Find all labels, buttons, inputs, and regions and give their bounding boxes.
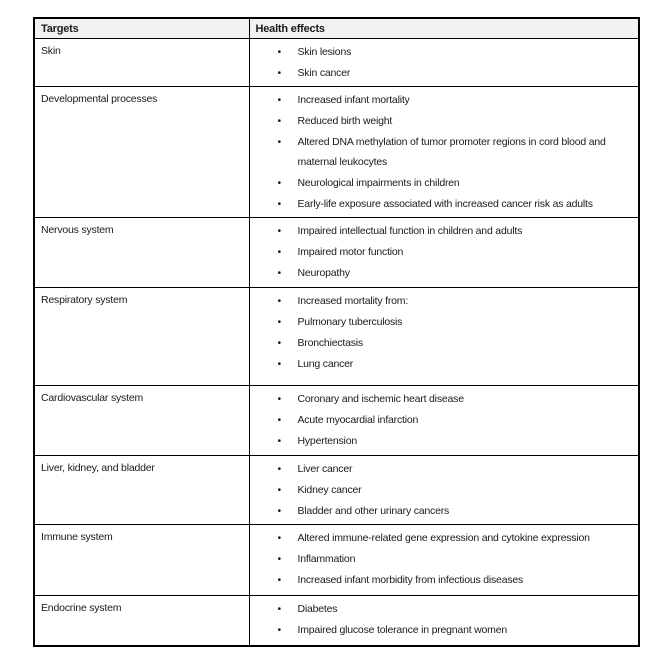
health-effects-list — [250, 221, 635, 283]
bullet-icon: • — [277, 624, 281, 636]
effects-cell — [249, 525, 639, 596]
bullet-icon: • — [277, 553, 281, 565]
health-effect-item — [250, 389, 635, 409]
health-effect-item — [250, 354, 635, 374]
effects-cell — [249, 596, 639, 646]
target-cell — [34, 39, 249, 87]
health-effect-item — [250, 42, 635, 62]
health-effect-text: Liver cancer — [297, 463, 353, 475]
health-effect-text: Bladder and other urinary cancers — [297, 505, 450, 517]
health-effect-text: Altered DNA methylation of tumor promoter regions in cord blood and maternal leukocytes — [297, 136, 606, 168]
target-cell — [34, 218, 249, 288]
health-effect-text: Neurological impairments in children — [297, 177, 460, 189]
health-effect-item — [250, 431, 635, 451]
bullet-icon: • — [277, 46, 281, 58]
bullet-icon: • — [277, 505, 281, 517]
health-effect-text: Skin cancer — [297, 67, 351, 79]
bullet-icon: • — [277, 115, 281, 127]
column-header-health-effects: Health effects — [249, 18, 639, 39]
table-body — [34, 39, 639, 646]
target-cell — [34, 525, 249, 596]
table-row — [34, 456, 639, 525]
health-effect-text: Bronchiectasis — [297, 337, 363, 349]
effects-cell — [249, 218, 639, 288]
health-effect-text: Coronary and ischemic heart disease — [297, 393, 464, 405]
health-effect-item — [250, 480, 635, 500]
health-effect-item — [250, 410, 635, 430]
bullet-icon: • — [277, 136, 281, 148]
target-cell — [34, 596, 249, 646]
health-effect-item — [250, 132, 635, 172]
health-effect-item — [250, 459, 635, 479]
health-effect-text: Acute myocardial infarction — [297, 414, 419, 426]
table-row — [34, 386, 639, 456]
health-effect-item — [250, 528, 635, 548]
table-row — [34, 39, 639, 87]
target-cell — [34, 456, 249, 525]
bullet-icon: • — [277, 177, 281, 189]
health-effect-text: Skin lesions — [297, 46, 352, 58]
table-row — [34, 525, 639, 596]
bullet-icon: • — [277, 246, 281, 258]
target-cell — [34, 87, 249, 218]
effects-cell — [249, 87, 639, 218]
health-effects-list — [250, 528, 635, 590]
health-effects-list — [250, 42, 635, 83]
health-effects-list — [250, 291, 635, 374]
bullet-icon: • — [277, 463, 281, 475]
column-header-targets: Targets — [34, 18, 249, 39]
health-effect-text: Early-life exposure associated with increased cancer risk as adults — [297, 198, 593, 210]
health-effect-text: Impaired motor function — [297, 246, 404, 258]
table-header-row — [34, 18, 639, 39]
health-effect-item — [250, 194, 635, 214]
health-effect-item — [250, 221, 635, 241]
health-effect-text: Pulmonary tuberculosis — [297, 316, 403, 328]
health-effect-text: Lung cancer — [297, 358, 354, 370]
target-label: Developmental processes — [41, 93, 158, 105]
bullet-icon: • — [277, 225, 281, 237]
health-effect-text: Reduced birth weight — [297, 115, 393, 127]
health-effects-list — [250, 389, 635, 451]
table-row — [34, 218, 639, 288]
target-cell — [34, 386, 249, 456]
effects-cell — [249, 456, 639, 525]
bullet-icon: • — [277, 358, 281, 370]
health-effect-text: Diabetes — [297, 603, 338, 615]
target-cell — [34, 288, 249, 386]
health-effect-text: Altered immune-related gene expression and cytokine expression — [297, 532, 590, 544]
bullet-icon: • — [277, 574, 281, 586]
health-effect-text: Inflammation — [297, 553, 356, 565]
health-effects-list — [250, 459, 635, 521]
health-effect-item — [250, 263, 635, 283]
bullet-icon: • — [277, 532, 281, 544]
health-effect-item — [250, 242, 635, 262]
target-label: Endocrine system — [41, 602, 122, 614]
effects-cell — [249, 386, 639, 456]
effects-cell — [249, 288, 639, 386]
health-effect-item — [250, 549, 635, 569]
health-effect-text: Impaired glucose tolerance in pregnant women — [297, 624, 507, 636]
health-effect-item — [250, 570, 635, 590]
bullet-icon: • — [277, 393, 281, 405]
bullet-icon: • — [277, 198, 281, 210]
effects-cell — [249, 39, 639, 87]
bullet-icon: • — [277, 435, 281, 447]
health-effect-item — [250, 173, 635, 193]
bullet-icon: • — [277, 484, 281, 496]
health-effects-table — [33, 17, 640, 647]
health-effect-item — [250, 291, 635, 311]
health-effect-text: Hypertension — [297, 435, 357, 447]
health-effect-item — [250, 63, 635, 83]
health-effect-item — [250, 333, 635, 353]
health-effect-text: Increased infant mortality — [297, 94, 410, 106]
bullet-icon: • — [277, 337, 281, 349]
table-row — [34, 87, 639, 218]
health-effect-item — [250, 111, 635, 131]
health-effect-item — [250, 620, 635, 640]
table-row — [34, 288, 639, 386]
health-effects-list — [250, 90, 635, 214]
bullet-icon: • — [277, 414, 281, 426]
health-effect-item — [250, 501, 635, 521]
target-label: Immune system — [41, 531, 113, 543]
health-effect-text: Kidney cancer — [297, 484, 362, 496]
health-effect-item — [250, 312, 635, 332]
target-label: Respiratory system — [41, 294, 128, 306]
bullet-icon: • — [277, 316, 281, 328]
health-effect-text: Neuropathy — [297, 267, 350, 279]
target-label: Liver, kidney, and bladder — [41, 462, 155, 474]
health-effect-text: Increased infant morbidity from infectious diseases — [297, 574, 524, 586]
bullet-icon: • — [277, 267, 281, 279]
bullet-icon: • — [277, 94, 281, 106]
bullet-icon: • — [277, 603, 281, 615]
health-effect-item — [250, 599, 635, 619]
health-effect-item — [250, 90, 635, 110]
target-label: Nervous system — [41, 224, 114, 236]
target-label: Cardiovascular system — [41, 392, 143, 404]
health-effect-text: Impaired intellectual function in children and adults — [297, 225, 523, 237]
bullet-icon: • — [277, 67, 281, 79]
bullet-icon: • — [277, 295, 281, 307]
target-label: Skin — [41, 45, 61, 57]
table-row — [34, 596, 639, 646]
health-effect-text: Increased mortality from: — [297, 295, 409, 307]
health-effects-list — [250, 599, 635, 640]
